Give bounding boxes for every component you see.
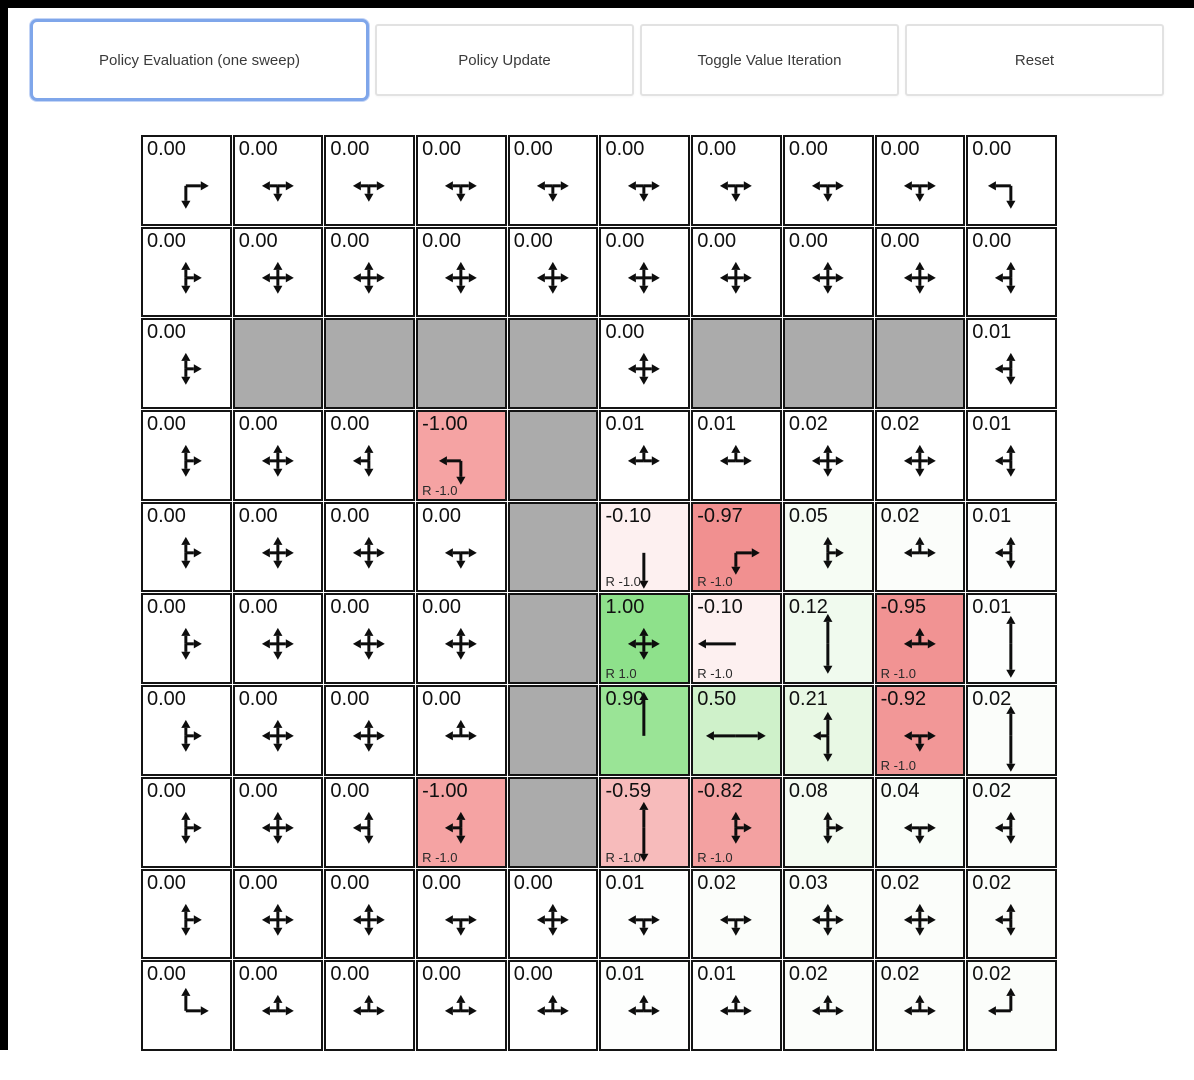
cell-value: 0.00 xyxy=(147,688,186,711)
grid-cell-r4c2[interactable] xyxy=(324,502,415,593)
cell-value: -0.95 xyxy=(880,596,927,619)
cell-value: 0.00 xyxy=(422,138,462,160)
cell-value: 0.00 xyxy=(605,138,645,160)
cell-value: 0.00 xyxy=(605,229,645,252)
grid-cell-r5c3[interactable] xyxy=(416,593,507,684)
cell-value: 0.08 xyxy=(788,779,828,802)
cell-value: 0.00 xyxy=(147,321,186,344)
cell-reward-label: R -1.0 xyxy=(880,757,916,773)
cell-value: 0.00 xyxy=(330,413,370,436)
grid-cell-r4c3[interactable] xyxy=(416,502,507,593)
cell-value: 0.01 xyxy=(972,596,1012,619)
grid-cell-r5c0[interactable] xyxy=(141,593,232,684)
grid-cell-r6c9[interactable] xyxy=(966,685,1057,776)
grid-cell-r6c3[interactable] xyxy=(416,685,507,776)
grid-cell-r1c4[interactable] xyxy=(508,227,599,318)
grid-cell-r1c0[interactable] xyxy=(141,227,232,318)
grid-cell-r6c5[interactable] xyxy=(599,685,690,776)
cell-value: 0.00 xyxy=(972,138,1012,160)
grid-wall-r5c4 xyxy=(508,593,599,684)
cell-value: 0.00 xyxy=(605,321,645,344)
grid-cell-r4c5[interactable] xyxy=(599,502,690,593)
grid-wall-r2c3 xyxy=(416,318,507,409)
cell-value: 0.00 xyxy=(422,871,462,894)
grid-cell-r4c7[interactable] xyxy=(783,502,874,593)
cell-reward-label: R -1.0 xyxy=(697,849,733,865)
gridworld xyxy=(141,135,1057,1051)
cell-reward-label: R -1.0 xyxy=(422,482,458,498)
grid-cell-r8c3[interactable] xyxy=(416,869,507,960)
cell-value: 0.00 xyxy=(788,138,828,160)
cell-value: 0.00 xyxy=(972,229,1012,252)
grid-cell-r3c3[interactable] xyxy=(416,410,507,501)
grid-cell-r1c6[interactable] xyxy=(691,227,782,318)
grid-cell-r4c8[interactable] xyxy=(875,502,966,593)
cell-value: -1.00 xyxy=(422,413,468,436)
cell-value: 1.00 xyxy=(605,596,645,619)
cell-value: 0.00 xyxy=(147,596,186,619)
cell-value: 0.00 xyxy=(330,504,370,527)
grid-cell-r7c3[interactable] xyxy=(416,777,507,868)
cell-value: 0.00 xyxy=(697,229,737,252)
cell-value: 0.00 xyxy=(330,963,370,986)
toolbar xyxy=(30,19,1166,101)
cell-value: 0.00 xyxy=(238,871,278,894)
grid-cell-r9c9[interactable] xyxy=(966,960,1057,1051)
cell-value: 0.00 xyxy=(513,871,553,894)
grid-wall-r2c8 xyxy=(875,318,966,409)
grid-wall-r2c4 xyxy=(508,318,599,409)
grid-cell-r3c9[interactable] xyxy=(966,410,1057,501)
cell-value: 0.00 xyxy=(238,138,278,160)
cell-value: 0.00 xyxy=(330,596,370,619)
grid-wall-r6c4 xyxy=(508,685,599,776)
cell-value: 0.01 xyxy=(605,413,645,436)
grid-wall-r7c4 xyxy=(508,777,599,868)
grid-cell-r3c5[interactable] xyxy=(599,410,690,501)
cell-reward-label: R 1.0 xyxy=(605,666,637,682)
cell-value: -0.82 xyxy=(697,779,743,802)
grid-cell-r7c5[interactable] xyxy=(599,777,690,868)
cell-value: 0.00 xyxy=(788,229,828,252)
grid-cell-r1c1[interactable] xyxy=(233,227,324,318)
cell-value: 0.00 xyxy=(238,229,278,252)
grid-cell-r6c1[interactable] xyxy=(233,685,324,776)
grid-cell-r1c7[interactable] xyxy=(783,227,874,318)
grid-cell-r7c6[interactable] xyxy=(691,777,782,868)
cell-value: 0.01 xyxy=(605,871,645,894)
grid-cell-r9c2[interactable] xyxy=(324,960,415,1051)
cell-value: 0.00 xyxy=(422,688,462,711)
grid-cell-r6c6[interactable] xyxy=(691,685,782,776)
grid-cell-r9c0[interactable] xyxy=(141,960,232,1051)
cell-reward-label: R -1.0 xyxy=(605,849,641,865)
cell-value: 0.02 xyxy=(972,963,1012,986)
grid-cell-r0c2[interactable] xyxy=(324,135,415,226)
grid-cell-r0c1[interactable] xyxy=(233,135,324,226)
cell-value: 0.02 xyxy=(880,413,920,436)
cell-value: 0.00 xyxy=(697,138,737,160)
cell-value: 0.00 xyxy=(238,779,278,802)
cell-reward-label: R -1.0 xyxy=(697,666,733,682)
grid-cell-r1c2[interactable] xyxy=(324,227,415,318)
cell-value: 0.02 xyxy=(697,871,737,894)
grid-cell-r4c1[interactable] xyxy=(233,502,324,593)
cell-value: 0.00 xyxy=(880,138,920,160)
grid-cell-r7c1[interactable] xyxy=(233,777,324,868)
grid-cell-r5c5[interactable] xyxy=(599,593,690,684)
grid-cell-r8c8[interactable] xyxy=(875,869,966,960)
cell-value: 0.01 xyxy=(972,321,1012,344)
cell-value: -0.97 xyxy=(697,504,743,527)
cell-value: 0.00 xyxy=(238,504,278,527)
grid-cell-r5c2[interactable] xyxy=(324,593,415,684)
grid-cell-r0c0[interactable] xyxy=(141,135,232,226)
grid-cell-r7c9[interactable] xyxy=(966,777,1057,868)
grid-cell-r6c7[interactable] xyxy=(783,685,874,776)
cell-value: 0.12 xyxy=(788,596,828,619)
grid-cell-r7c2[interactable] xyxy=(324,777,415,868)
grid-cell-r4c9[interactable] xyxy=(966,502,1057,593)
grid-cell-r9c1[interactable] xyxy=(233,960,324,1051)
cell-value: 0.04 xyxy=(880,779,920,802)
grid-cell-r8c1[interactable] xyxy=(233,869,324,960)
cell-value: 0.00 xyxy=(330,688,370,711)
grid-cell-r8c7[interactable] xyxy=(783,869,874,960)
cell-value: 0.00 xyxy=(513,229,553,252)
cell-value: 0.03 xyxy=(788,871,828,894)
cell-value: 0.00 xyxy=(147,779,186,802)
grid-wall-r2c1 xyxy=(233,318,324,409)
cell-value: 0.00 xyxy=(422,229,462,252)
cell-value: 0.00 xyxy=(330,871,370,894)
grid-cell-r8c0[interactable] xyxy=(141,869,232,960)
cell-value: 0.00 xyxy=(147,871,186,894)
cell-value: 0.02 xyxy=(972,871,1012,894)
cell-value: 0.00 xyxy=(147,963,186,986)
toggle-value-iteration-button[interactable]: Toggle Value Iteration xyxy=(640,24,899,96)
cell-value: 0.00 xyxy=(238,413,278,436)
cell-value: 0.00 xyxy=(513,138,553,160)
cell-value: 0.02 xyxy=(972,688,1012,711)
cell-value: 0.02 xyxy=(880,871,920,894)
grid-cell-r8c6[interactable] xyxy=(691,869,782,960)
grid-cell-r1c9[interactable] xyxy=(966,227,1057,318)
cell-reward-label: R -1.0 xyxy=(422,849,458,865)
cell-value: 0.00 xyxy=(238,596,278,619)
cell-value: 0.00 xyxy=(147,413,186,436)
cell-value: -0.92 xyxy=(880,688,927,711)
grid-cell-r2c5[interactable] xyxy=(599,318,690,409)
cell-value: 0.01 xyxy=(697,413,737,436)
cell-reward-label: R -1.0 xyxy=(605,574,641,590)
grid-wall-r2c7 xyxy=(783,318,874,409)
cell-value: 0.02 xyxy=(788,963,828,986)
cell-value: 0.90 xyxy=(605,688,645,711)
grid-cell-r0c7[interactable] xyxy=(783,135,874,226)
grid-cell-r5c9[interactable] xyxy=(966,593,1057,684)
cell-value: -0.59 xyxy=(605,779,652,802)
grid-cell-r8c4[interactable] xyxy=(508,869,599,960)
cell-value: 0.00 xyxy=(330,138,370,160)
policy-evaluation-button[interactable]: Policy Evaluation (one sweep) xyxy=(30,19,369,101)
cell-value: 0.00 xyxy=(238,963,278,986)
cell-value: 0.02 xyxy=(880,504,920,527)
grid-cell-r0c3[interactable] xyxy=(416,135,507,226)
grid-cell-r7c7[interactable] xyxy=(783,777,874,868)
grid-cell-r6c0[interactable] xyxy=(141,685,232,776)
grid-cell-r9c7[interactable] xyxy=(783,960,874,1051)
grid-wall-r2c6 xyxy=(691,318,782,409)
grid-cell-r3c7[interactable] xyxy=(783,410,874,501)
cell-value: -1.00 xyxy=(422,779,468,802)
grid-cell-r9c3[interactable] xyxy=(416,960,507,1051)
grid-wall-r4c4 xyxy=(508,502,599,593)
grid-cell-r5c6[interactable] xyxy=(691,593,782,684)
cell-value: 0.01 xyxy=(972,413,1012,436)
screen-frame-top xyxy=(0,0,1194,8)
cell-value: 0.01 xyxy=(605,963,645,986)
cell-value: 0.00 xyxy=(238,688,278,711)
cell-value: 0.00 xyxy=(147,504,186,527)
cell-value: 0.00 xyxy=(147,229,186,252)
cell-value: 0.01 xyxy=(972,504,1012,527)
cell-value: 0.00 xyxy=(147,138,186,160)
grid-cell-r3c8[interactable] xyxy=(875,410,966,501)
grid-wall-r3c4 xyxy=(508,410,599,501)
cell-value: 0.00 xyxy=(880,229,920,252)
grid-cell-r3c2[interactable] xyxy=(324,410,415,501)
cell-value: 0.02 xyxy=(972,779,1012,802)
cell-value: 0.00 xyxy=(330,779,370,802)
grid-cell-r8c9[interactable] xyxy=(966,869,1057,960)
grid-cell-r0c8[interactable] xyxy=(875,135,966,226)
grid-cell-r8c5[interactable] xyxy=(599,869,690,960)
grid-cell-r4c6[interactable] xyxy=(691,502,782,593)
cell-value: 0.50 xyxy=(697,688,737,711)
cell-value: 0.01 xyxy=(697,963,737,986)
cell-value: 0.00 xyxy=(513,963,553,986)
grid-cell-r7c0[interactable] xyxy=(141,777,232,868)
cell-value: -0.10 xyxy=(605,504,652,527)
grid-cell-r9c4[interactable] xyxy=(508,960,599,1051)
grid-cell-r4c0[interactable] xyxy=(141,502,232,593)
grid-cell-r9c8[interactable] xyxy=(875,960,966,1051)
grid-cell-r2c0[interactable] xyxy=(141,318,232,409)
cell-reward-label: R -1.0 xyxy=(880,666,916,682)
cell-value: 0.02 xyxy=(880,963,920,986)
cell-reward-label: R -1.0 xyxy=(697,574,733,590)
grid-cell-r2c9[interactable] xyxy=(966,318,1057,409)
cell-value: 0.02 xyxy=(788,413,828,436)
grid-cell-r0c6[interactable] xyxy=(691,135,782,226)
grid-cell-r5c8[interactable] xyxy=(875,593,966,684)
grid-cell-r3c1[interactable] xyxy=(233,410,324,501)
cell-value: 0.05 xyxy=(788,504,828,527)
grid-cell-r6c2[interactable] xyxy=(324,685,415,776)
grid-cell-r1c5[interactable] xyxy=(599,227,690,318)
grid-cell-r8c2[interactable] xyxy=(324,869,415,960)
reset-button[interactable]: Reset xyxy=(905,24,1164,96)
cell-value: 0.21 xyxy=(788,688,828,711)
grid-cell-r3c0[interactable] xyxy=(141,410,232,501)
grid-cell-r3c6[interactable] xyxy=(691,410,782,501)
grid-cell-r1c8[interactable] xyxy=(875,227,966,318)
cell-value: 0.00 xyxy=(330,229,370,252)
cell-value: 0.00 xyxy=(422,504,462,527)
grid-cell-r5c7[interactable] xyxy=(783,593,874,684)
cell-value: -0.10 xyxy=(697,596,743,619)
cell-value: 0.00 xyxy=(422,963,462,986)
grid-cell-r7c8[interactable] xyxy=(875,777,966,868)
grid-wall-r2c2 xyxy=(324,318,415,409)
grid-cell-r9c6[interactable] xyxy=(691,960,782,1051)
screen-frame-left xyxy=(0,0,8,1050)
grid-cell-r1c3[interactable] xyxy=(416,227,507,318)
grid-cell-r9c5[interactable] xyxy=(599,960,690,1051)
grid-cell-r0c5[interactable] xyxy=(599,135,690,226)
policy-update-button[interactable]: Policy Update xyxy=(375,24,634,96)
grid-cell-r0c4[interactable] xyxy=(508,135,599,226)
grid-cell-r6c8[interactable] xyxy=(875,685,966,776)
grid-cell-r0c9[interactable] xyxy=(966,135,1057,226)
cell-value: 0.00 xyxy=(422,596,462,619)
grid-cell-r5c1[interactable] xyxy=(233,593,324,684)
